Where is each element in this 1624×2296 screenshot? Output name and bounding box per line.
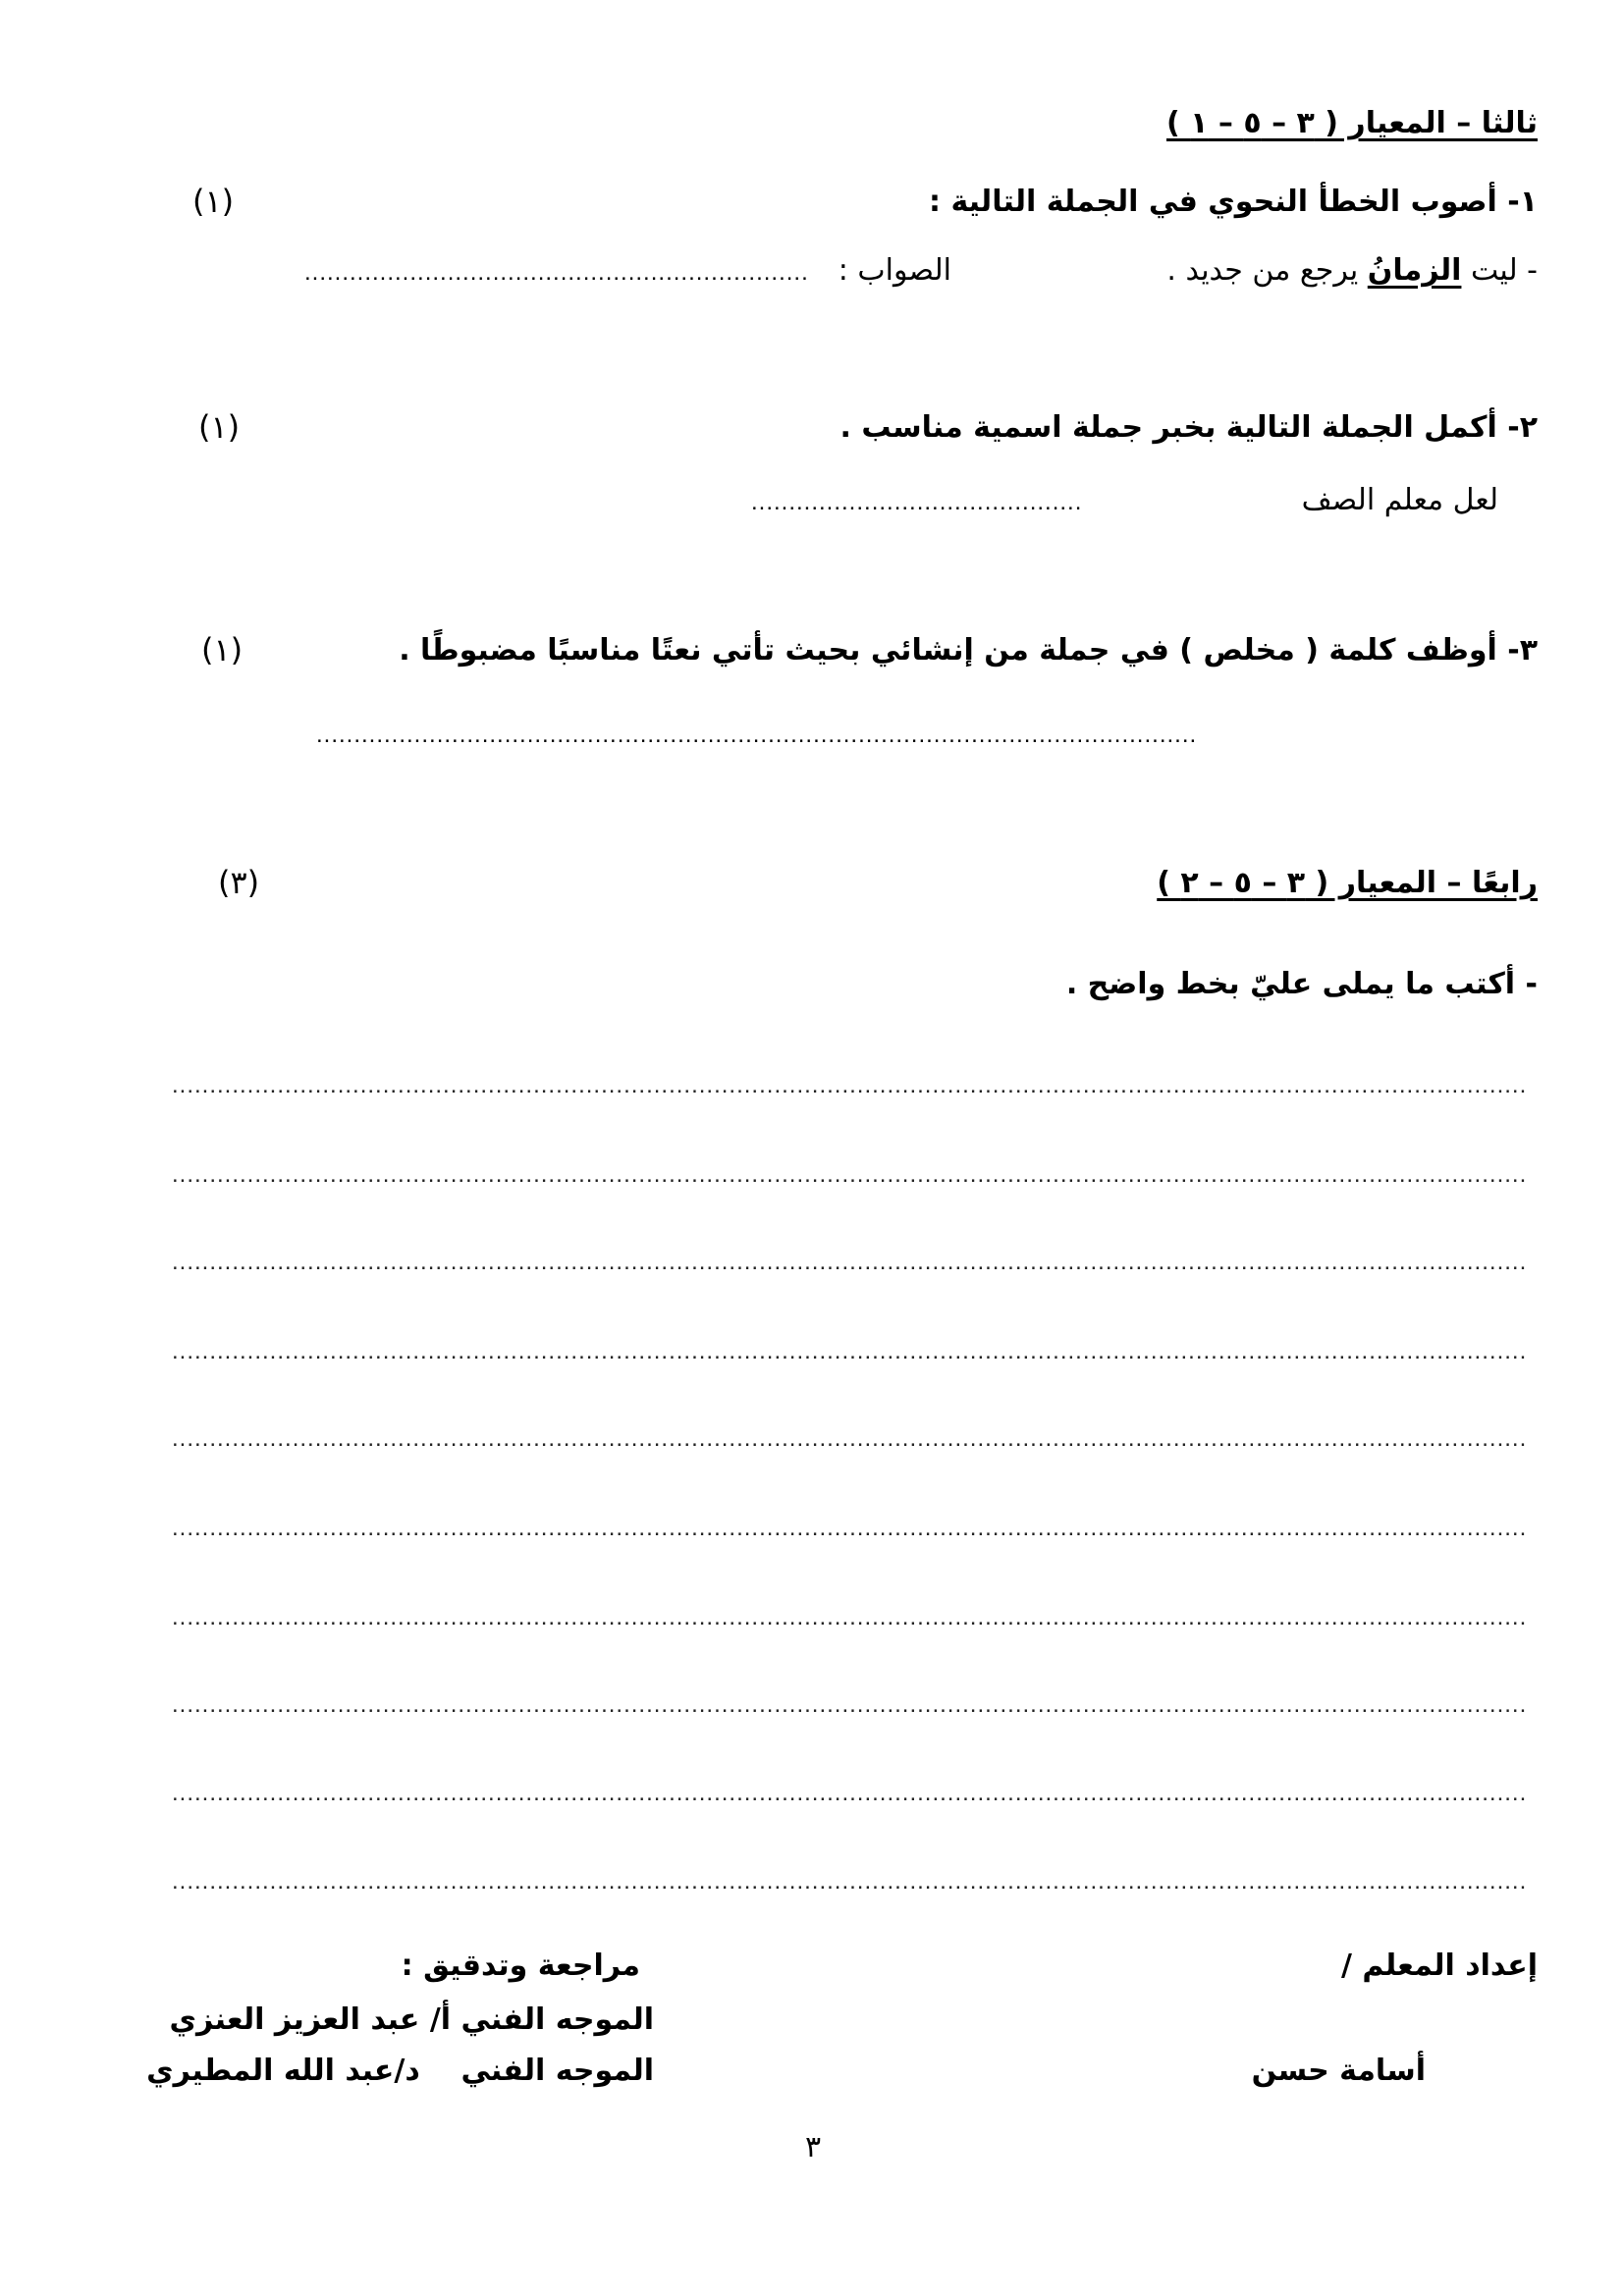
q2-mark: (١) — [198, 408, 241, 446]
q2-sentence: لعل معلم الصف — [1301, 483, 1498, 517]
q1-error-word: الزمانُ — [1367, 253, 1462, 288]
q2-answer-line[interactable]: ............................................ — [751, 489, 1083, 515]
q1-sentence — [1166, 253, 1538, 288]
reviewer-1: الموجه الفني أ/ عبد العزيز العنزي — [169, 2002, 654, 2037]
q1-mark: (١) — [192, 183, 235, 220]
review-label: مراجعة وتدقيق : — [401, 1949, 640, 1983]
q3-mark: (١) — [201, 631, 244, 668]
q1-sentence-prefix: - ليت — [1461, 253, 1538, 288]
section4-instruction: - أكتب ما يملى عليّ بخط واضح . — [1065, 967, 1538, 1001]
dictation-line[interactable]: .................................................................................................................................................................................... — [172, 1868, 1528, 1895]
q1-title: ١- أصوب الخطأ النحوي في الجملة التالية : — [929, 185, 1538, 219]
q3-title: ٣- أوظف كلمة ( مخلص ) في جملة من إنشائي بحيث تأتي نعتًا مناسبًا مضبوطًا . — [399, 633, 1538, 667]
dictation-line[interactable]: .................................................................................................................................................................................... — [172, 1780, 1528, 1806]
teacher-name: أسامة حسن — [1251, 2054, 1426, 2088]
dictation-line[interactable]: .................................................................................................................................................................................... — [172, 1249, 1528, 1275]
prepared-by-label: إعداد المعلم / — [1341, 1949, 1538, 1983]
q1-answer-label: الصواب : — [838, 253, 951, 288]
dictation-line[interactable]: .................................................................................................................................................................................... — [172, 1338, 1528, 1364]
section3-heading: ثالثا – المعيار ( ٣ – ٥ – ١ ) — [1165, 106, 1538, 140]
dictation-line[interactable]: .................................................................................................................................................................................... — [172, 1691, 1528, 1718]
dictation-line[interactable]: .................................................................................................................................................................................... — [172, 1072, 1528, 1098]
section4-heading: رابعًا – المعيار ( ٣ – ٥ – ٢ ) — [1157, 866, 1538, 900]
q1-sentence-suffix: يرجع من جديد . — [1166, 253, 1368, 288]
dictation-line[interactable]: .................................................................................................................................................................................... — [172, 1604, 1528, 1630]
q1-answer-line[interactable]: ................................................................... — [304, 259, 809, 286]
q3-answer-line[interactable]: ..................................................................................................................... — [316, 721, 1198, 748]
dictation-line[interactable]: .................................................................................................................................................................................... — [172, 1515, 1528, 1541]
reviewer-2: الموجه الفني د/عبد الله المطيري — [146, 2054, 654, 2088]
section4-mark: (٣) — [218, 864, 260, 901]
page-number: ٣ — [805, 2130, 822, 2164]
q2-title: ٢- أكمل الجملة التالية بخبر جملة اسمية مناسب . — [839, 410, 1538, 445]
dictation-line[interactable]: .................................................................................................................................................................................... — [172, 1425, 1528, 1452]
dictation-line[interactable]: .................................................................................................................................................................................... — [172, 1161, 1528, 1188]
